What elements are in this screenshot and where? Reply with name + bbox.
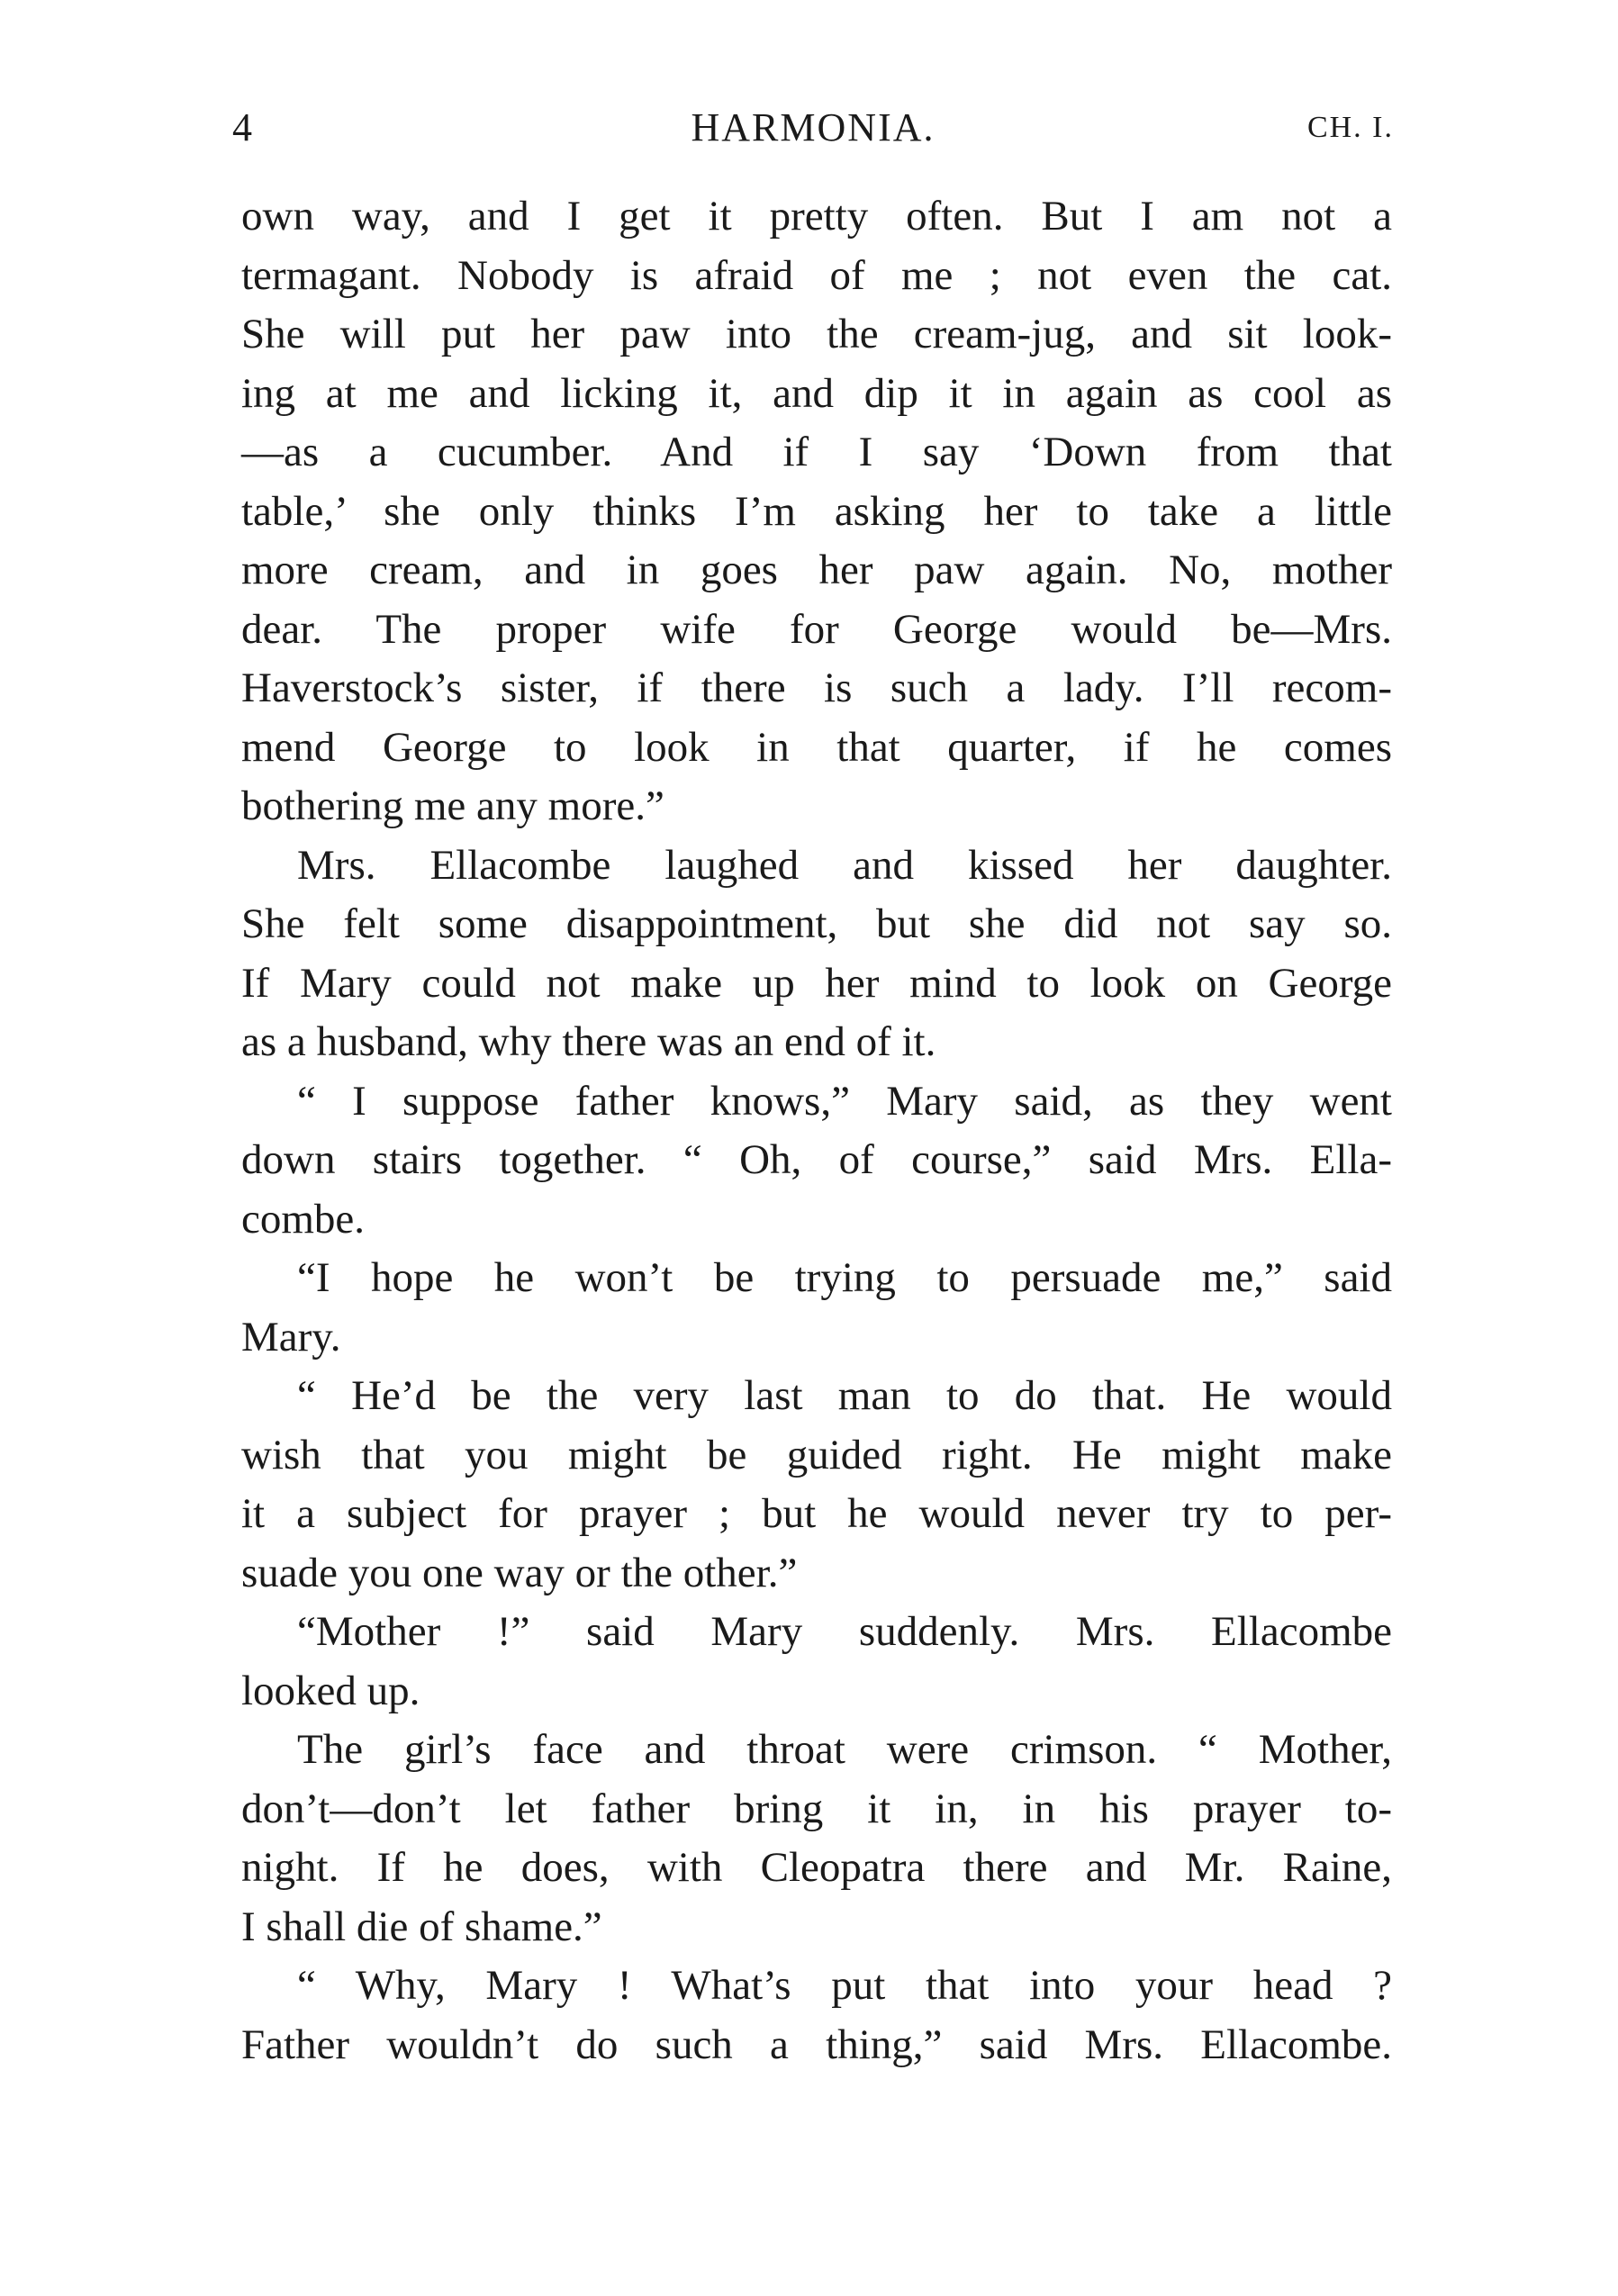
text-line: She felt some disappointment, but she did not say so. xyxy=(241,900,1392,947)
text-line: I shall die of shame.” xyxy=(241,1903,602,1950)
text-line: If Mary could not make up her mind to look on George xyxy=(241,959,1392,1007)
book-title: HARMONIA. xyxy=(691,105,936,149)
text-line: suade you one way or the other.” xyxy=(241,1549,798,1596)
text-line: “ Why, Mary ! What’s put that into your head ? xyxy=(297,1962,1392,2009)
text-line: more cream, and in goes her paw again. No, mother xyxy=(241,547,1392,593)
chapter-mark: CH. I. xyxy=(1306,111,1394,144)
text-line: looked up. xyxy=(241,1667,420,1714)
text-line: Mary. xyxy=(241,1313,341,1360)
body-text xyxy=(241,187,1392,2075)
text-line: Mrs. Ellacombe laughed and kissed her daughter. xyxy=(297,841,1392,889)
text-line: Father wouldn’t do such a thing,” said Mrs. Ellacombe. xyxy=(241,2020,1392,2068)
text-line: mend George to look in that quarter, if he comes xyxy=(241,723,1392,771)
text-line: Haverstock’s sister, if there is such a lady. I’ll recom- xyxy=(241,664,1392,711)
text-line: “ He’d be the very last man to do that. He would xyxy=(297,1372,1392,1419)
text-line: as a husband, why there was an end of it. xyxy=(241,1018,936,1065)
running-head xyxy=(232,101,1394,155)
text-line: don’t—don’t let father bring it in, in his prayer to- xyxy=(241,1785,1392,1832)
text-line: night. If he does, with Cleopatra there and Mr. Raine, xyxy=(241,1844,1392,1891)
text-line: —as a cucumber. And if I say ‘Down from that xyxy=(241,429,1392,475)
text-line: She will put her paw into the cream-jug, and sit look- xyxy=(241,311,1392,357)
text-line: down stairs together. “ Oh, of course,” said Mrs. Ella- xyxy=(241,1136,1392,1183)
text-line: “I hope he won’t be trying to persuade me,” said xyxy=(297,1254,1392,1301)
text-line: The girl’s face and throat were crimson. “ Mother, xyxy=(297,1726,1392,1773)
text-line: table,’ she only thinks I’m asking her to take a little xyxy=(241,487,1392,535)
text-line: combe. xyxy=(241,1195,366,1243)
text-line: “Mother !” said Mary suddenly. Mrs. Ellacombe xyxy=(297,1608,1392,1655)
text-line: it a subject for prayer ; but he would never try to per- xyxy=(241,1490,1392,1537)
text-line: “ I suppose father knows,” Mary said, as they went xyxy=(297,1077,1392,1125)
text-line: dear. The proper wife for George would be—Mrs. xyxy=(241,605,1392,653)
text-line: termagant. Nobody is afraid of me ; not even the cat. xyxy=(241,251,1392,299)
text-line: own way, and I get it pretty often. But I am not a xyxy=(241,193,1392,240)
page-number: 4 xyxy=(232,105,252,149)
text-line: bothering me any more.” xyxy=(241,782,664,829)
text-line: ing at me and licking it, and dip it in again as cool as xyxy=(241,369,1392,417)
text-line: wish that you might be guided right. He might make xyxy=(241,1431,1392,1478)
